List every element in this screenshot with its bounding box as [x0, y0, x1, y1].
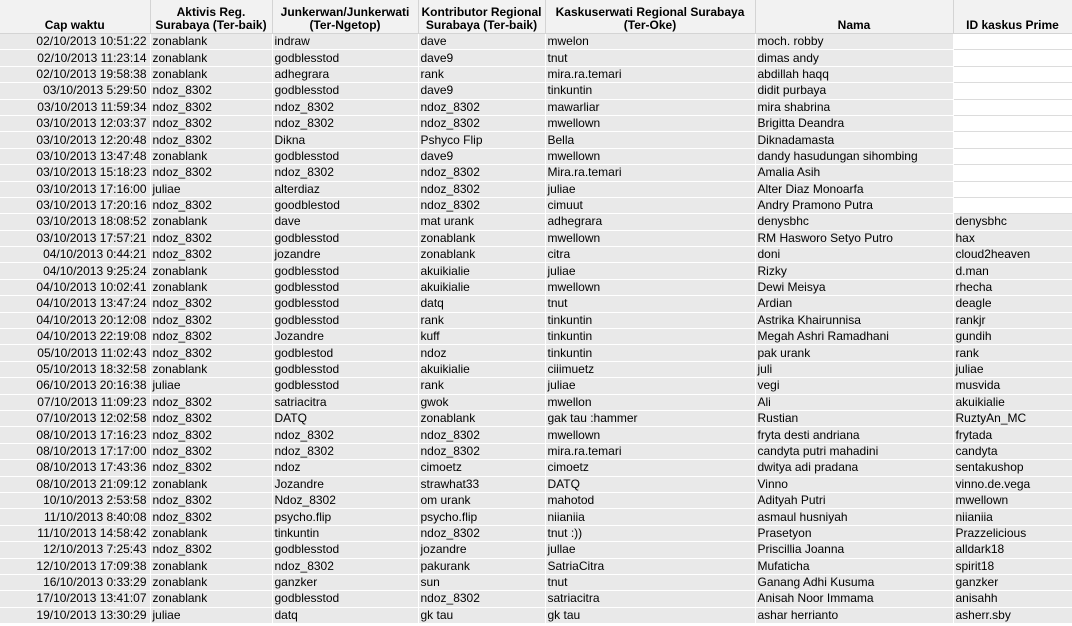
cell-id-kaskus-prime[interactable]: spirit18 — [953, 558, 1072, 574]
cell-aktivis[interactable]: zonablank — [150, 279, 272, 295]
cell-nama[interactable]: mira shabrina — [755, 99, 953, 115]
cell-kaskuserwati[interactable]: Bella — [545, 132, 755, 148]
cell-kontributor[interactable]: rank — [418, 378, 545, 394]
cell-kaskuserwati[interactable]: mwelon — [545, 34, 755, 50]
table-row — [0, 83, 1072, 99]
cell-aktivis[interactable]: zonablank — [150, 66, 272, 82]
cell-kontributor[interactable]: akuikialie — [418, 361, 545, 377]
table-row — [0, 181, 1072, 197]
cell-aktivis[interactable]: zonablank — [150, 50, 272, 66]
cell-kaskuserwati[interactable]: cimoetz — [545, 460, 755, 476]
cell-nama[interactable]: Diknadamasta — [755, 132, 953, 148]
cell-kaskuserwati[interactable]: mwellown — [545, 279, 755, 295]
cell-kontributor[interactable]: pakurank — [418, 558, 545, 574]
cell-id-kaskus-prime[interactable] — [953, 66, 1072, 82]
cell-nama[interactable]: ashar herrianto — [755, 607, 953, 623]
cell-timestamp[interactable]: 03/10/2013 11:59:34 — [0, 99, 150, 115]
cell-kontributor[interactable]: ndoz_8302 — [418, 99, 545, 115]
cell-aktivis[interactable]: ndoz_8302 — [150, 296, 272, 312]
cell-timestamp[interactable]: 07/10/2013 12:02:58 — [0, 410, 150, 426]
cell-timestamp[interactable]: 17/10/2013 13:41:07 — [0, 591, 150, 607]
cell-nama[interactable]: Ali — [755, 394, 953, 410]
column-header-cap-waktu[interactable]: Cap waktu — [0, 0, 150, 34]
cell-kontributor[interactable]: mat urank — [418, 214, 545, 230]
cell-nama[interactable]: Ganang Adhi Kusuma — [755, 574, 953, 590]
cell-id-kaskus-prime[interactable]: denysbhc — [953, 214, 1072, 230]
cell-kontributor[interactable]: zonablank — [418, 410, 545, 426]
cell-kaskuserwati[interactable]: cimuut — [545, 197, 755, 213]
cell-junkerwan[interactable]: ndoz — [272, 460, 418, 476]
cell-junkerwan[interactable]: godblesstod — [272, 50, 418, 66]
table-row — [0, 525, 1072, 541]
cell-id-kaskus-prime[interactable] — [953, 99, 1072, 115]
cell-kaskuserwati[interactable]: jullae — [545, 542, 755, 558]
cell-nama[interactable]: didit purbaya — [755, 83, 953, 99]
cell-nama[interactable]: pak urank — [755, 345, 953, 361]
cell-timestamp[interactable]: 03/10/2013 13:47:48 — [0, 148, 150, 164]
cell-kaskuserwati[interactable]: satriacitra — [545, 591, 755, 607]
cell-id-kaskus-prime[interactable]: sentakushop — [953, 460, 1072, 476]
cell-nama[interactable]: Anisah Noor Immama — [755, 591, 953, 607]
cell-kontributor[interactable]: ndoz_8302 — [418, 525, 545, 541]
cell-id-kaskus-prime[interactable]: Prazzelicious — [953, 525, 1072, 541]
table-row — [0, 427, 1072, 443]
table-row — [0, 148, 1072, 164]
cell-nama[interactable]: Adityah Putri — [755, 492, 953, 508]
table-row — [0, 509, 1072, 525]
table-row — [0, 247, 1072, 263]
cell-id-kaskus-prime[interactable]: rankjr — [953, 312, 1072, 328]
cell-nama[interactable]: dandy hasudungan sihombing — [755, 148, 953, 164]
cell-kontributor[interactable]: om urank — [418, 492, 545, 508]
cell-aktivis[interactable]: ndoz_8302 — [150, 394, 272, 410]
cell-kaskuserwati[interactable]: mwellown — [545, 427, 755, 443]
cell-id-kaskus-prime[interactable]: gundih — [953, 329, 1072, 345]
cell-aktivis[interactable]: zonablank — [150, 214, 272, 230]
cell-timestamp[interactable]: 07/10/2013 11:09:23 — [0, 394, 150, 410]
cell-aktivis[interactable]: ndoz_8302 — [150, 230, 272, 246]
table-row — [0, 345, 1072, 361]
cell-id-kaskus-prime[interactable] — [953, 197, 1072, 213]
cell-timestamp[interactable]: 11/10/2013 8:40:08 — [0, 509, 150, 525]
cell-id-kaskus-prime[interactable] — [953, 132, 1072, 148]
cell-kontributor[interactable]: dave9 — [418, 83, 545, 99]
cell-nama[interactable]: dwitya adi pradana — [755, 460, 953, 476]
cell-junkerwan[interactable]: godblesstod — [272, 312, 418, 328]
cell-junkerwan[interactable]: jozandre — [272, 247, 418, 263]
cell-nama[interactable]: asmaul husniyah — [755, 509, 953, 525]
table-row — [0, 394, 1072, 410]
cell-timestamp[interactable]: 05/10/2013 18:32:58 — [0, 361, 150, 377]
cell-timestamp[interactable]: 03/10/2013 12:03:37 — [0, 115, 150, 131]
cell-junkerwan[interactable]: psycho.flip — [272, 509, 418, 525]
cell-kontributor[interactable]: ndoz — [418, 345, 545, 361]
table-row — [0, 99, 1072, 115]
cell-kontributor[interactable]: gwok — [418, 394, 545, 410]
cell-aktivis[interactable]: ndoz_8302 — [150, 509, 272, 525]
cell-timestamp[interactable]: 12/10/2013 17:09:38 — [0, 558, 150, 574]
cell-nama[interactable]: moch. robby — [755, 34, 953, 50]
table-row — [0, 50, 1072, 66]
table-row — [0, 591, 1072, 607]
cell-nama[interactable]: Rustian — [755, 410, 953, 426]
cell-kontributor[interactable]: sun — [418, 574, 545, 590]
cell-timestamp[interactable]: 02/10/2013 10:51:22 — [0, 34, 150, 50]
cell-nama[interactable]: Alter Diaz Monoarfa — [755, 181, 953, 197]
cell-kaskuserwati[interactable]: DATQ — [545, 476, 755, 492]
table-row — [0, 476, 1072, 492]
cell-junkerwan[interactable]: ndoz_8302 — [272, 165, 418, 181]
table-row — [0, 558, 1072, 574]
cell-timestamp[interactable]: 11/10/2013 14:58:42 — [0, 525, 150, 541]
cell-kaskuserwati[interactable]: citra — [545, 247, 755, 263]
cell-id-kaskus-prime[interactable]: hax — [953, 230, 1072, 246]
cell-timestamp[interactable]: 12/10/2013 7:25:43 — [0, 542, 150, 558]
cell-kontributor[interactable]: zonablank — [418, 247, 545, 263]
cell-id-kaskus-prime[interactable]: asherr.sby — [953, 607, 1072, 623]
cell-aktivis[interactable]: ndoz_8302 — [150, 542, 272, 558]
cell-kontributor[interactable]: ndoz_8302 — [418, 115, 545, 131]
table-row — [0, 378, 1072, 394]
table-row — [0, 263, 1072, 279]
cell-kontributor[interactable]: jozandre — [418, 542, 545, 558]
cell-aktivis[interactable]: ndoz_8302 — [150, 329, 272, 345]
cell-kaskuserwati[interactable]: mwellown — [545, 148, 755, 164]
table-row — [0, 443, 1072, 459]
cell-kontributor[interactable]: akuikialie — [418, 263, 545, 279]
cell-timestamp[interactable]: 03/10/2013 17:20:16 — [0, 197, 150, 213]
cell-aktivis[interactable]: ndoz_8302 — [150, 427, 272, 443]
cell-kaskuserwati[interactable]: tnut — [545, 50, 755, 66]
cell-junkerwan[interactable]: indraw — [272, 34, 418, 50]
column-header-aktivis[interactable]: Aktivis Reg. Surabaya (Ter-baik) — [150, 0, 272, 34]
column-header-nama[interactable]: Nama — [755, 0, 953, 34]
cell-nama[interactable]: Ardian — [755, 296, 953, 312]
cell-id-kaskus-prime[interactable]: ganzker — [953, 574, 1072, 590]
cell-kaskuserwati[interactable]: mahotod — [545, 492, 755, 508]
cell-aktivis[interactable]: ndoz_8302 — [150, 247, 272, 263]
cell-id-kaskus-prime[interactable]: frytada — [953, 427, 1072, 443]
table-row — [0, 361, 1072, 377]
cell-aktivis[interactable]: ndoz_8302 — [150, 443, 272, 459]
column-header-id-kaskus-prime[interactable]: ID kaskus Prime — [953, 0, 1072, 34]
cell-aktivis[interactable]: juliae — [150, 181, 272, 197]
cell-nama[interactable]: denysbhc — [755, 214, 953, 230]
cell-timestamp[interactable]: 03/10/2013 12:20:48 — [0, 132, 150, 148]
cell-nama[interactable]: Dewi Meisya — [755, 279, 953, 295]
cell-nama[interactable]: Mufaticha — [755, 558, 953, 574]
cell-aktivis[interactable]: ndoz_8302 — [150, 410, 272, 426]
cell-timestamp[interactable]: 08/10/2013 21:09:12 — [0, 476, 150, 492]
cell-aktivis[interactable]: ndoz_8302 — [150, 165, 272, 181]
cell-id-kaskus-prime[interactable]: cloud2heaven — [953, 247, 1072, 263]
cell-junkerwan[interactable]: adhegrara — [272, 66, 418, 82]
cell-nama[interactable]: abdillah haqq — [755, 66, 953, 82]
cell-nama[interactable]: doni — [755, 247, 953, 263]
cell-junkerwan[interactable]: godblesstod — [272, 263, 418, 279]
cell-kontributor[interactable]: datq — [418, 296, 545, 312]
cell-kontributor[interactable]: cimoetz — [418, 460, 545, 476]
cell-kaskuserwati[interactable]: juliae — [545, 378, 755, 394]
cell-junkerwan[interactable]: alterdiaz — [272, 181, 418, 197]
cell-timestamp[interactable]: 03/10/2013 15:18:23 — [0, 165, 150, 181]
cell-junkerwan[interactable]: godblesstod — [272, 591, 418, 607]
cell-kaskuserwati[interactable]: tnut — [545, 296, 755, 312]
cell-kontributor[interactable]: gk tau — [418, 607, 545, 623]
cell-nama[interactable]: fryta desti andriana — [755, 427, 953, 443]
cell-nama[interactable]: juli — [755, 361, 953, 377]
table-row — [0, 214, 1072, 230]
cell-kaskuserwati[interactable]: juliae — [545, 181, 755, 197]
cell-junkerwan[interactable]: goodblestod — [272, 197, 418, 213]
table-row — [0, 115, 1072, 131]
cell-id-kaskus-prime[interactable] — [953, 181, 1072, 197]
header-row — [0, 0, 1072, 34]
cell-aktivis[interactable]: juliae — [150, 378, 272, 394]
cell-aktivis[interactable]: ndoz_8302 — [150, 492, 272, 508]
cell-timestamp[interactable]: 08/10/2013 17:16:23 — [0, 427, 150, 443]
cell-kontributor[interactable]: strawhat33 — [418, 476, 545, 492]
cell-kontributor[interactable]: ndoz_8302 — [418, 443, 545, 459]
cell-id-kaskus-prime[interactable] — [953, 34, 1072, 50]
cell-junkerwan[interactable]: godblesstod — [272, 296, 418, 312]
cell-junkerwan[interactable]: godblesstod — [272, 361, 418, 377]
table-row — [0, 165, 1072, 181]
cell-junkerwan[interactable]: ganzker — [272, 574, 418, 590]
cell-id-kaskus-prime[interactable]: juliae — [953, 361, 1072, 377]
cell-nama[interactable]: Priscillia Joanna — [755, 542, 953, 558]
cell-kaskuserwati[interactable]: mira.ra.temari — [545, 66, 755, 82]
cell-kontributor[interactable]: ndoz_8302 — [418, 197, 545, 213]
cell-kaskuserwati[interactable]: juliae — [545, 263, 755, 279]
cell-kaskuserwati[interactable]: tinkuntin — [545, 329, 755, 345]
cell-timestamp[interactable]: 08/10/2013 17:17:00 — [0, 443, 150, 459]
table-row — [0, 329, 1072, 345]
table-row — [0, 34, 1072, 50]
cell-kontributor[interactable]: dave — [418, 34, 545, 50]
cell-timestamp[interactable]: 03/10/2013 17:57:21 — [0, 230, 150, 246]
cell-timestamp[interactable]: 19/10/2013 13:30:29 — [0, 607, 150, 623]
table-row — [0, 132, 1072, 148]
cell-nama[interactable]: RM Hasworo Setyo Putro — [755, 230, 953, 246]
column-header-junkerwan[interactable]: Junkerwan/Junkerwati (Ter-Ngetop) — [272, 0, 418, 34]
cell-aktivis[interactable]: ndoz_8302 — [150, 99, 272, 115]
cell-nama[interactable]: Rizky — [755, 263, 953, 279]
cell-kontributor[interactable]: Pshyco Flip — [418, 132, 545, 148]
cell-junkerwan[interactable]: godblesstod — [272, 378, 418, 394]
cell-id-kaskus-prime[interactable] — [953, 148, 1072, 164]
cell-kaskuserwati[interactable]: mira.ra.temari — [545, 443, 755, 459]
cell-junkerwan[interactable]: DATQ — [272, 410, 418, 426]
cell-kaskuserwati[interactable]: mawarliar — [545, 99, 755, 115]
cell-kaskuserwati[interactable]: niianiia — [545, 509, 755, 525]
cell-junkerwan[interactable]: godblesstod — [272, 542, 418, 558]
cell-kontributor[interactable]: dave9 — [418, 148, 545, 164]
cell-timestamp[interactable]: 03/10/2013 17:16:00 — [0, 181, 150, 197]
cell-id-kaskus-prime[interactable]: akuikialie — [953, 394, 1072, 410]
cell-id-kaskus-prime[interactable]: d.man — [953, 263, 1072, 279]
cell-timestamp[interactable]: 04/10/2013 13:47:24 — [0, 296, 150, 312]
cell-id-kaskus-prime[interactable] — [953, 50, 1072, 66]
cell-aktivis[interactable]: ndoz_8302 — [150, 115, 272, 131]
cell-timestamp[interactable]: 08/10/2013 17:43:36 — [0, 460, 150, 476]
cell-timestamp[interactable]: 03/10/2013 18:08:52 — [0, 214, 150, 230]
cell-kaskuserwati[interactable]: Mira.ra.temari — [545, 165, 755, 181]
cell-kontributor[interactable]: rank — [418, 312, 545, 328]
cell-aktivis[interactable]: ndoz_8302 — [150, 83, 272, 99]
cell-aktivis[interactable]: zonablank — [150, 574, 272, 590]
cell-id-kaskus-prime[interactable]: RuztyAn_MC — [953, 410, 1072, 426]
cell-id-kaskus-prime[interactable]: rank — [953, 345, 1072, 361]
cell-junkerwan[interactable]: datq — [272, 607, 418, 623]
cell-kontributor[interactable]: zonablank — [418, 230, 545, 246]
cell-kontributor[interactable]: dave9 — [418, 50, 545, 66]
cell-id-kaskus-prime[interactable]: rhecha — [953, 279, 1072, 295]
cell-timestamp[interactable]: 04/10/2013 20:12:08 — [0, 312, 150, 328]
cell-aktivis[interactable]: ndoz_8302 — [150, 312, 272, 328]
table-body — [0, 34, 1072, 624]
cell-junkerwan[interactable]: Jozandre — [272, 329, 418, 345]
cell-kaskuserwati[interactable]: tinkuntin — [545, 312, 755, 328]
cell-kaskuserwati[interactable]: tinkuntin — [545, 345, 755, 361]
table-row — [0, 197, 1072, 213]
cell-aktivis[interactable]: ndoz_8302 — [150, 132, 272, 148]
cell-timestamp[interactable]: 06/10/2013 20:16:38 — [0, 378, 150, 394]
cell-kontributor[interactable]: rank — [418, 66, 545, 82]
cell-id-kaskus-prime[interactable]: deagle — [953, 296, 1072, 312]
cell-nama[interactable]: candyta putri mahadini — [755, 443, 953, 459]
cell-aktivis[interactable]: zonablank — [150, 591, 272, 607]
cell-kaskuserwati[interactable]: tinkuntin — [545, 83, 755, 99]
cell-nama[interactable]: vegi — [755, 378, 953, 394]
cell-id-kaskus-prime[interactable] — [953, 115, 1072, 131]
cell-timestamp[interactable]: 02/10/2013 11:23:14 — [0, 50, 150, 66]
cell-kontributor[interactable]: psycho.flip — [418, 509, 545, 525]
cell-junkerwan[interactable]: ndoz_8302 — [272, 443, 418, 459]
cell-junkerwan[interactable]: ndoz_8302 — [272, 558, 418, 574]
cell-kontributor[interactable]: ndoz_8302 — [418, 591, 545, 607]
cell-junkerwan[interactable]: ndoz_8302 — [272, 99, 418, 115]
cell-aktivis[interactable]: zonablank — [150, 558, 272, 574]
cell-aktivis[interactable]: ndoz_8302 — [150, 197, 272, 213]
cell-aktivis[interactable]: zonablank — [150, 525, 272, 541]
table-row — [0, 296, 1072, 312]
column-header-kaskuserwati[interactable]: Kaskuserwati Regional Surabaya (Ter-Oke) — [545, 0, 755, 34]
cell-kaskuserwati[interactable]: gk tau — [545, 607, 755, 623]
table-row — [0, 66, 1072, 82]
cell-junkerwan[interactable]: satriacitra — [272, 394, 418, 410]
cell-id-kaskus-prime[interactable]: vinno.de.vega — [953, 476, 1072, 492]
cell-aktivis[interactable]: zonablank — [150, 476, 272, 492]
cell-timestamp[interactable]: 04/10/2013 22:19:08 — [0, 329, 150, 345]
cell-id-kaskus-prime[interactable]: musvida — [953, 378, 1072, 394]
cell-junkerwan[interactable]: godblesstod — [272, 279, 418, 295]
cell-id-kaskus-prime[interactable]: niianiia — [953, 509, 1072, 525]
cell-aktivis[interactable]: zonablank — [150, 34, 272, 50]
cell-timestamp[interactable]: 03/10/2013 5:29:50 — [0, 83, 150, 99]
cell-nama[interactable]: Vinno — [755, 476, 953, 492]
table-row — [0, 542, 1072, 558]
cell-junkerwan[interactable]: Jozandre — [272, 476, 418, 492]
cell-id-kaskus-prime[interactable] — [953, 83, 1072, 99]
cell-kontributor[interactable]: akuikialie — [418, 279, 545, 295]
cell-kaskuserwati[interactable]: tnut — [545, 574, 755, 590]
cell-kontributor[interactable]: ndoz_8302 — [418, 427, 545, 443]
cell-aktivis[interactable]: ndoz_8302 — [150, 460, 272, 476]
cell-nama[interactable]: Amalia Asih — [755, 165, 953, 181]
cell-aktivis[interactable]: ndoz_8302 — [150, 345, 272, 361]
cell-kontributor[interactable]: ndoz_8302 — [418, 165, 545, 181]
cell-kaskuserwati[interactable]: mwellown — [545, 230, 755, 246]
cell-nama[interactable]: Prasetyon — [755, 525, 953, 541]
cell-timestamp[interactable]: 04/10/2013 10:02:41 — [0, 279, 150, 295]
column-header-kontributor[interactable]: Kontributor Regional Surabaya (Ter-baik) — [418, 0, 545, 34]
cell-timestamp[interactable]: 05/10/2013 11:02:43 — [0, 345, 150, 361]
cell-junkerwan[interactable]: godblesstod — [272, 83, 418, 99]
cell-kaskuserwati[interactable]: SatriaCitra — [545, 558, 755, 574]
cell-kontributor[interactable]: ndoz_8302 — [418, 181, 545, 197]
table-row — [0, 410, 1072, 426]
cell-junkerwan[interactable]: tinkuntin — [272, 525, 418, 541]
cell-kaskuserwati[interactable]: ciiimuetz — [545, 361, 755, 377]
cell-nama[interactable]: dimas andy — [755, 50, 953, 66]
table-row — [0, 312, 1072, 328]
cell-kaskuserwati[interactable]: gak tau :hammer — [545, 410, 755, 426]
cell-aktivis[interactable]: juliae — [150, 607, 272, 623]
cell-junkerwan[interactable]: godblesstod — [272, 230, 418, 246]
cell-kontributor[interactable]: kuff — [418, 329, 545, 345]
cell-aktivis[interactable]: zonablank — [150, 263, 272, 279]
table-row — [0, 460, 1072, 476]
table-row — [0, 492, 1072, 508]
cell-timestamp[interactable]: 04/10/2013 0:44:21 — [0, 247, 150, 263]
cell-kaskuserwati[interactable]: mwellon — [545, 394, 755, 410]
cell-junkerwan[interactable]: Ndoz_8302 — [272, 492, 418, 508]
cell-id-kaskus-prime[interactable] — [953, 165, 1072, 181]
cell-junkerwan[interactable]: godblestod — [272, 345, 418, 361]
cell-id-kaskus-prime[interactable]: candyta — [953, 443, 1072, 459]
cell-kaskuserwati[interactable]: adhegrara — [545, 214, 755, 230]
cell-timestamp[interactable]: 10/10/2013 2:53:58 — [0, 492, 150, 508]
cell-id-kaskus-prime[interactable]: alldark18 — [953, 542, 1072, 558]
cell-nama[interactable]: Andry Pramono Putra — [755, 197, 953, 213]
table-row — [0, 279, 1072, 295]
table-row — [0, 230, 1072, 246]
cell-aktivis[interactable]: zonablank — [150, 361, 272, 377]
cell-id-kaskus-prime[interactable]: anisahh — [953, 591, 1072, 607]
cell-junkerwan[interactable]: ndoz_8302 — [272, 427, 418, 443]
cell-junkerwan[interactable]: dave — [272, 214, 418, 230]
cell-nama[interactable]: Megah Ashri Ramadhani — [755, 329, 953, 345]
cell-nama[interactable]: Brigitta Deandra — [755, 115, 953, 131]
cell-junkerwan[interactable]: godblesstod — [272, 148, 418, 164]
cell-timestamp[interactable]: 16/10/2013 0:33:29 — [0, 574, 150, 590]
table-row — [0, 607, 1072, 623]
cell-kaskuserwati[interactable]: tnut :)) — [545, 525, 755, 541]
cell-timestamp[interactable]: 04/10/2013 9:25:24 — [0, 263, 150, 279]
cell-junkerwan[interactable]: ndoz_8302 — [272, 115, 418, 131]
cell-timestamp[interactable]: 02/10/2013 19:58:38 — [0, 66, 150, 82]
cell-nama[interactable]: Astrika Khairunnisa — [755, 312, 953, 328]
cell-junkerwan[interactable]: Dikna — [272, 132, 418, 148]
cell-kaskuserwati[interactable]: mwellown — [545, 115, 755, 131]
cell-id-kaskus-prime[interactable]: mwellown — [953, 492, 1072, 508]
cell-aktivis[interactable]: zonablank — [150, 148, 272, 164]
table-row — [0, 574, 1072, 590]
